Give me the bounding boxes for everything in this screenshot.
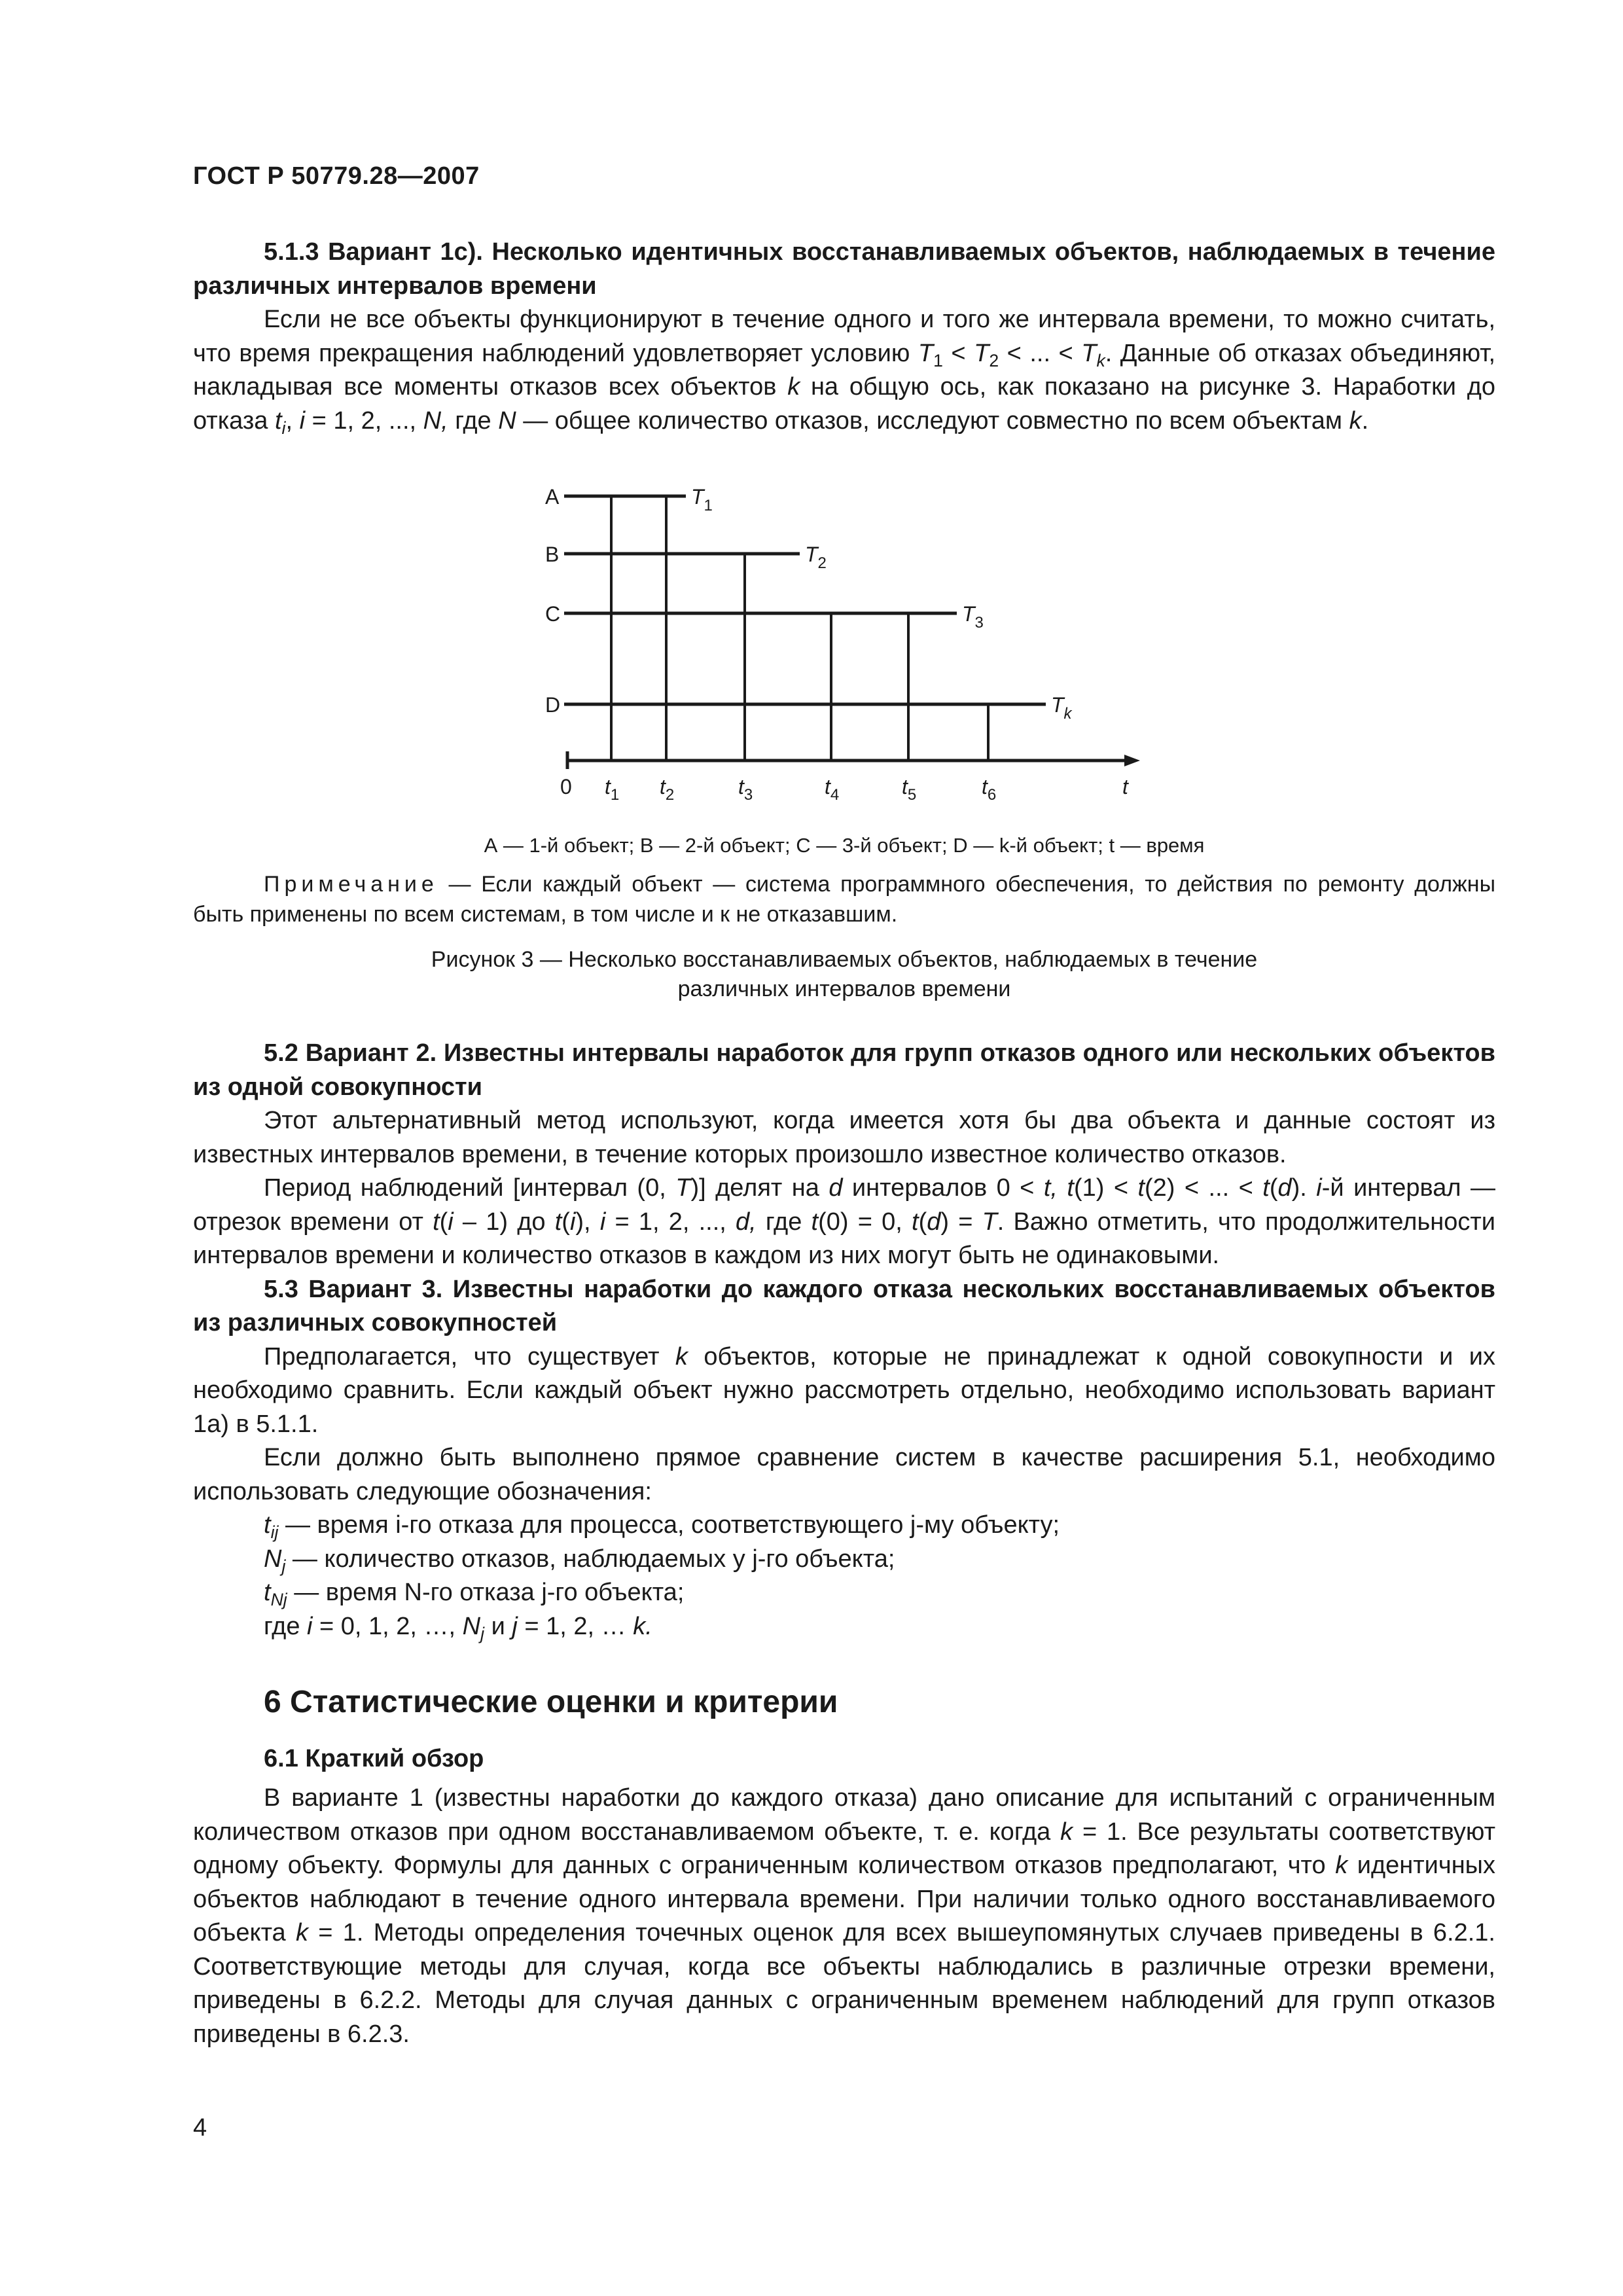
paragraph: Период наблюдений [интервал (0, T)] делят на d интервалов 0 < t, t(1) < t(2) < ... < t(d). i-й интервал — отрезок времени от t(i – 1) до t(i), i = 1, 2, ..., d, где t(0) = 0, t(d) = T. Важно отметить, что продолжительности интервалов времени и количество отказов в каждом из них могут быть не одинаковыми. — [193, 1174, 1496, 1269]
paragraph: Если должно быть выполнено прямое сравнение систем в качестве расширения 5.1, необходимо использовать следующие обозначения: — [193, 1444, 1495, 1505]
section-6-1-body — [193, 1782, 1495, 2051]
end-label-t3: $T_3$ — [962, 602, 984, 632]
definition-item: $t_{ij}$ — время i-го отказа для процесса, соответствующего j-му объекту; — [264, 1511, 1060, 1542]
page-number: 4 — [193, 2114, 207, 2142]
note-text: — Если каждый объект — система программного обеспечения, то действия по ремонту должны быть применены по всем системам, в том числе и к не отказавшим. — [193, 872, 1495, 927]
axis-label-t: t — [1122, 775, 1128, 798]
paragraph: В варианте 1 (известны наработки до каждого отказа) дано описание для испытаний с ограниченным количеством отказов при одном восстанавливаемом объекте, т. е. когда k = 1. Все результаты соответствуют одному объекту. Формулы для данных с ограниченным количеством отказов предполагают, что k идентичных объектов наблюдают в течение одного интервала времени. При наличии только одного восстанавливаемого объекта k = 1. Методы определения точечных оценок для всех вышеупомянутых случаев приведены в 6.2.1. Соответствующие методы для случая, когда все объекты наблюдались в различные отрезки времени, приведены в 6.2.2. Методы для случая данных с ограниченным временем наблюдений для групп отказов приведены в 6.2.3. — [193, 1784, 1495, 2048]
object-label-d: D — [545, 693, 561, 717]
tick-label-t6: $t_6$ — [982, 775, 997, 804]
object-label-b: B — [545, 543, 560, 566]
figure-3-diagram — [0, 0, 1623, 825]
paragraph: Этот альтернативный метод используют, когда имеется хотя бы два объекта и данные состоят из известных интервалов времени, в течение которых произошло известное количество отказов. — [193, 1107, 1495, 1168]
figure-legend: А — 1-й объект; В — 2-й объект; С — 3-й объект; D — k-й объект; t — время — [484, 834, 1205, 857]
tick-label-t3: $t_3$ — [738, 775, 753, 804]
axis-origin-label: 0 — [560, 775, 572, 798]
caption-line-2: различных интервалов времени — [677, 977, 1011, 1001]
figure-note — [193, 869, 1495, 929]
document-header: ГОСТ Р 50779.28—2007 — [193, 162, 480, 190]
end-label-tk: $T_k$ — [1051, 693, 1072, 723]
caption-line-1: Рисунок 3 — Несколько восстанавливаемых объектов, наблюдаемых в течение — [431, 947, 1258, 972]
section-heading-5-3: 5.3 Вариант 3. Известны наработки до каждого отказа нескольких восстанавливаемых объектов из различных совокупностей — [193, 1275, 1495, 1336]
end-label-t2: $T_2$ — [805, 543, 827, 572]
tick-label-t4: $t_4$ — [825, 775, 840, 804]
tick-label-t1: $t_1$ — [605, 775, 620, 804]
definition-item: где i = 0, 1, 2, …, $N_j$ и j = 1, 2, … k. — [264, 1612, 652, 1643]
paragraph: Если не все объекты функционируют в течение одного и того же интервала времени, то можно считать, что время прекращения наблюдений удовлетворяет условию $T_1 < T_2$ < ... < $T_k$. Данные об отказах объединяют, накладывая все моменты отказов всех объектов k на общую ось, как показано на рисунке 3. Наработки до отказа $t_i$, i = 1, 2, ..., N, где N — общее количество отказов, исследуют совместно по всем объектам k. — [193, 306, 1496, 438]
definition-item: $t_{Nj}$ — время N-го отказа j-го объекта; — [264, 1579, 685, 1609]
end-label-t1: $T_1$ — [691, 485, 713, 514]
object-label-a: A — [545, 485, 560, 509]
note-label: Примечание — [264, 872, 438, 897]
section-6-1-heading: 6.1 Краткий обзор — [264, 1745, 484, 1772]
section-heading-5-2: 5.2 Вариант 2. Известны интервалы наработок для групп отказов одного или нескольких объектов из одной совокупности — [193, 1039, 1495, 1101]
tick-label-t5: $t_5$ — [902, 775, 917, 804]
axis-arrow-icon — [1124, 755, 1140, 766]
object-label-c: C — [545, 602, 561, 626]
sections-5-2-5-3 — [193, 1037, 1495, 1643]
section-6-heading: 6 Статистические оценки и критерии — [264, 1685, 838, 1719]
tick-label-t2: $t_2$ — [660, 775, 675, 804]
section-heading: 5.1.3 Вариант 1с). Несколько идентичных восстанавливаемых объектов, наблюдаемых в течение различных интервалов времени — [193, 238, 1495, 300]
figure-caption — [193, 945, 1495, 1004]
paragraph: Предполагается, что существует k объектов, которые не принадлежат к одной совокупности и их необходимо сравнить. Если каждый объект нужно рассмотреть отдельно, необходимо использовать вариант 1а) в 5.1.1. — [193, 1342, 1496, 1438]
definition-item: $N_j$ — количество отказов, наблюдаемых у j-го объекта; — [264, 1545, 895, 1576]
